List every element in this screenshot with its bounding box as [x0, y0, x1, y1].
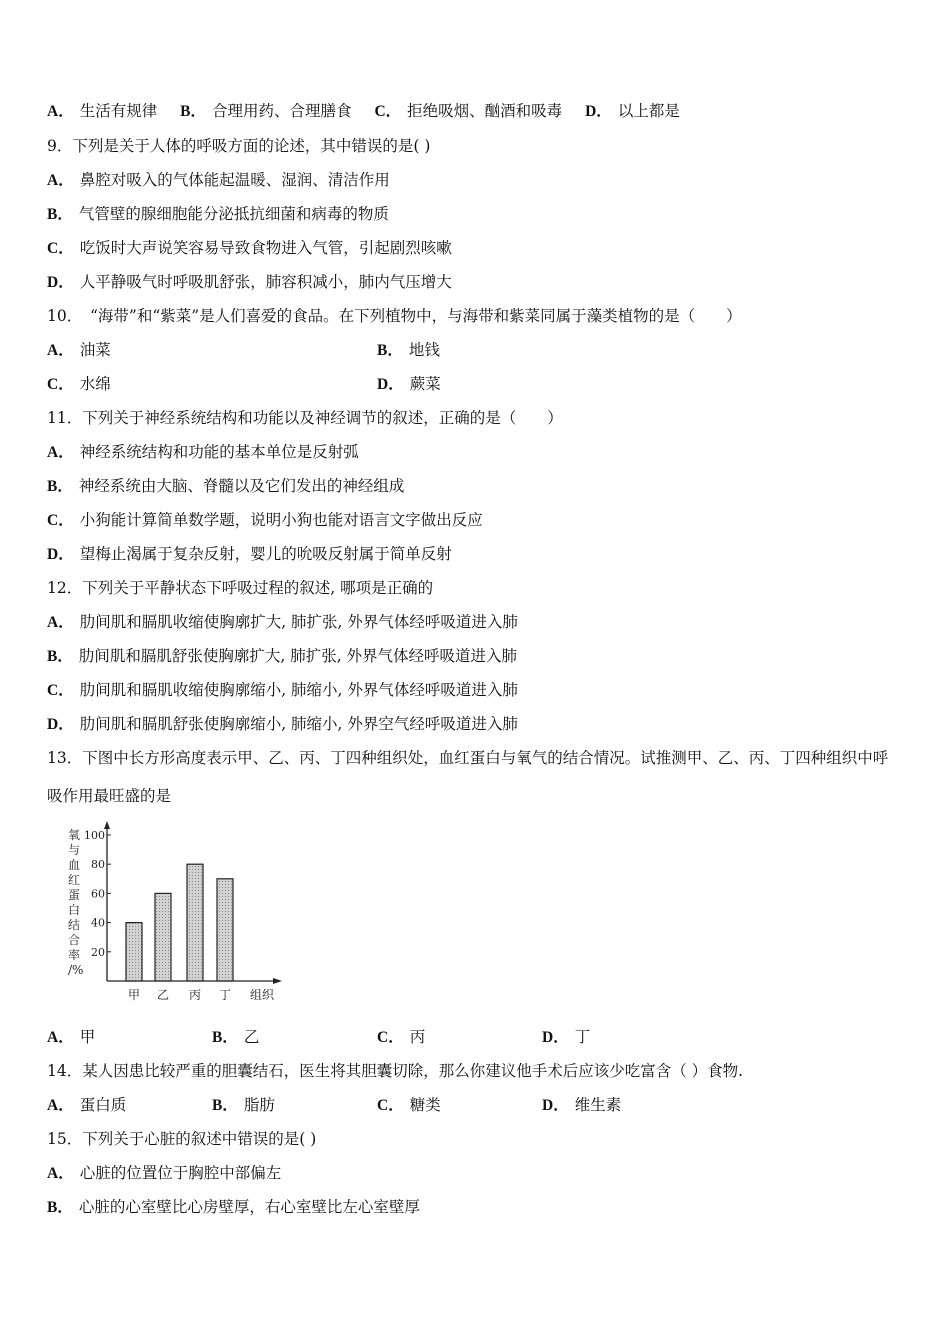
option-text: 肋间肌和膈肌收缩使胸廓缩小, 肺缩小, 外界气体经呼吸道进入肺 — [79, 681, 518, 699]
option — [47, 714, 518, 735]
option-text: 心脏的位置位于胸腔中部偏左 — [79, 1164, 282, 1182]
bar-丁 — [217, 879, 233, 981]
option-text: 甲 — [79, 1028, 96, 1046]
option-text: 蛋白质 — [79, 1096, 127, 1114]
option — [47, 204, 389, 225]
y-tick-label: 40 — [91, 916, 105, 930]
question-stem: 10． “海带”和“紫菜”是人们喜爱的食品。在下列植物中，与海带和紫菜同属于藻类植物的是（ ） — [47, 307, 742, 325]
option-label: A． — [47, 614, 74, 631]
y-axis-label-char: 合 — [68, 933, 81, 947]
option-label: C． — [377, 1029, 404, 1046]
option — [212, 1027, 259, 1048]
option-label: A． — [47, 172, 74, 189]
bar-甲 — [126, 923, 142, 981]
option — [47, 272, 452, 293]
question-stem: 12．下列关于平静状态下呼吸过程的叙述, 哪项是正确的 — [47, 579, 434, 597]
option-text: 蕨菜 — [409, 375, 441, 393]
option-label: C． — [47, 376, 74, 393]
option-text: 心脏的心室壁比心房壁厚，右心室壁比左心室壁厚 — [78, 1198, 420, 1216]
x-tick-label: 丁 — [218, 988, 232, 1002]
option-label: A． — [47, 1097, 74, 1114]
bar-乙 — [155, 893, 171, 981]
option-text: 肋间肌和膈肌舒张使胸廓扩大, 肺扩张, 外界气体经呼吸道进入肺 — [78, 647, 518, 665]
y-tick-label: 60 — [91, 887, 105, 901]
option-label: A． — [47, 444, 74, 461]
y-axis-label-char: 红 — [68, 873, 81, 887]
option-text: 鼻腔对吸入的气体能起温暖、湿润、清洁作用 — [79, 171, 390, 189]
option-text: 吃饭时大声说笑容易导致食物进入气管，引起剧烈咳嗽 — [79, 239, 452, 257]
option-label: B． — [212, 1097, 238, 1114]
y-axis-label-char: 与 — [68, 843, 81, 857]
option-label: D． — [47, 716, 74, 733]
option-label: B． — [47, 478, 73, 495]
option-text: 气管壁的腺细胞能分泌抵抗细菌和病毒的物质 — [78, 205, 389, 223]
y-axis-label — [68, 828, 83, 977]
option-label: A． — [47, 342, 74, 359]
option-label: B． — [47, 206, 73, 223]
option — [377, 374, 441, 395]
option-text: 小狗能计算简单数学题，说明小狗也能对语言文字做出反应 — [79, 511, 483, 529]
option — [47, 1197, 420, 1218]
bar-丙 — [187, 864, 203, 981]
option-text: 神经系统结构和功能的基本单位是反射弧 — [79, 443, 359, 461]
option — [377, 340, 440, 361]
option-label: C． — [374, 103, 402, 120]
option-label: D． — [377, 376, 404, 393]
y-tick-label: 100 — [84, 829, 105, 842]
option-text: 水绵 — [79, 375, 111, 393]
option-text: 神经系统由大脑、脊髓以及它们发出的神经组成 — [78, 477, 405, 495]
option-text: 维生素 — [574, 1096, 622, 1114]
option — [47, 442, 359, 463]
option-label: A． — [47, 1165, 74, 1182]
option — [377, 1095, 441, 1116]
option — [542, 1027, 590, 1048]
option-label: C． — [47, 240, 74, 257]
option — [47, 680, 518, 701]
option — [47, 544, 452, 565]
x-axis-arrow — [273, 978, 282, 984]
option — [212, 1095, 275, 1116]
option-text: 糖类 — [409, 1096, 441, 1114]
option — [47, 170, 390, 191]
option-label: C． — [47, 512, 74, 529]
option-text: 合理用药、合理膳食 — [212, 102, 352, 120]
option — [47, 374, 111, 395]
option-text: 丁 — [574, 1028, 591, 1046]
option-label: D． — [542, 1029, 569, 1046]
option-label: B． — [377, 342, 403, 359]
x-tick-label: 丙 — [188, 988, 202, 1002]
option-label: D． — [542, 1097, 569, 1114]
y-axis-label-char: 率 — [68, 948, 81, 962]
option-text: 望梅止渴属于复杂反射，婴儿的吮吸反射属于简单反射 — [79, 545, 452, 563]
question-stem-cont: 吸作用最旺盛的是 — [47, 787, 172, 805]
question-stem: 13．下图中长方形高度表示甲、乙、丙、丁四种组织处，血红蛋白与氧气的结合情况。试推测甲、乙、丙、丁四种组织中呼 — [47, 749, 889, 767]
bar-chart — [60, 815, 300, 1010]
y-axis-label-char: 蛋 — [68, 888, 81, 902]
option — [47, 238, 452, 259]
y-axis-label-char: /% — [68, 963, 84, 977]
option-text: 生活有规律 — [79, 102, 158, 120]
option-label: B． — [212, 1029, 238, 1046]
option-text: 肋间肌和膈肌收缩使胸廓扩大, 肺扩张, 外界气体经呼吸道进入肺 — [79, 613, 518, 631]
option — [47, 476, 404, 497]
option — [47, 510, 483, 531]
option — [542, 1095, 621, 1116]
option-label: C． — [377, 1097, 404, 1114]
y-axis-label-char: 血 — [68, 858, 81, 872]
option-text: 人平静吸气时呼吸肌舒张，肺容积减小，肺内气压增大 — [79, 273, 452, 291]
question-stem: 11．下列关于神经系统结构和功能以及神经调节的叙述，正确的是（ ） — [47, 409, 563, 427]
option-label: A． — [47, 1029, 74, 1046]
option-text: 拒绝吸烟、酗酒和吸毒 — [407, 102, 563, 120]
option-text: 乙 — [243, 1028, 260, 1046]
option — [47, 1163, 281, 1184]
option-text: 地钱 — [408, 341, 440, 359]
y-tick-label: 20 — [91, 945, 105, 959]
option-text: 脂肪 — [243, 1096, 275, 1114]
option-label: D． — [47, 546, 74, 563]
option-label: B． — [180, 103, 206, 120]
option-label: A． — [47, 103, 74, 120]
option — [377, 1027, 425, 1048]
option-label: D． — [585, 103, 612, 120]
question-stem: 15．下列关于心脏的叙述中错误的是( ) — [47, 1130, 317, 1148]
option-label: C． — [47, 682, 74, 699]
option-label: B． — [47, 648, 73, 665]
option — [47, 646, 517, 667]
option-label: B． — [47, 1199, 73, 1216]
y-axis-arrow — [104, 821, 110, 829]
option — [47, 1027, 95, 1048]
option — [47, 612, 518, 633]
option — [47, 1095, 126, 1116]
option-text: 肋间肌和膈肌舒张使胸廓缩小, 肺缩小, 外界空气经呼吸道进入肺 — [79, 715, 518, 733]
option-label: D． — [47, 274, 74, 291]
option — [47, 340, 111, 361]
x-tick-label: 乙 — [156, 988, 170, 1002]
y-tick-label: 80 — [91, 858, 105, 872]
q8-options — [47, 101, 680, 122]
y-axis-label-char: 结 — [68, 918, 81, 932]
question-stem: 9．下列是关于人体的呼吸方面的论述，其中错误的是( ) — [47, 137, 431, 155]
x-tick-label: 甲 — [127, 988, 141, 1002]
y-axis-label-char: 氧 — [68, 828, 81, 842]
question-stem: 14．某人因患比较严重的胆囊结石，医生将其胆囊切除，那么你建议他手术后应该少吃富含（ ）食物. — [47, 1062, 744, 1080]
x-axis-label: 组织 — [250, 988, 275, 1002]
option-text: 以上都是 — [617, 102, 680, 120]
y-axis-label-char: 白 — [68, 903, 81, 917]
option-text: 丙 — [409, 1028, 426, 1046]
option-text: 油菜 — [79, 341, 111, 359]
